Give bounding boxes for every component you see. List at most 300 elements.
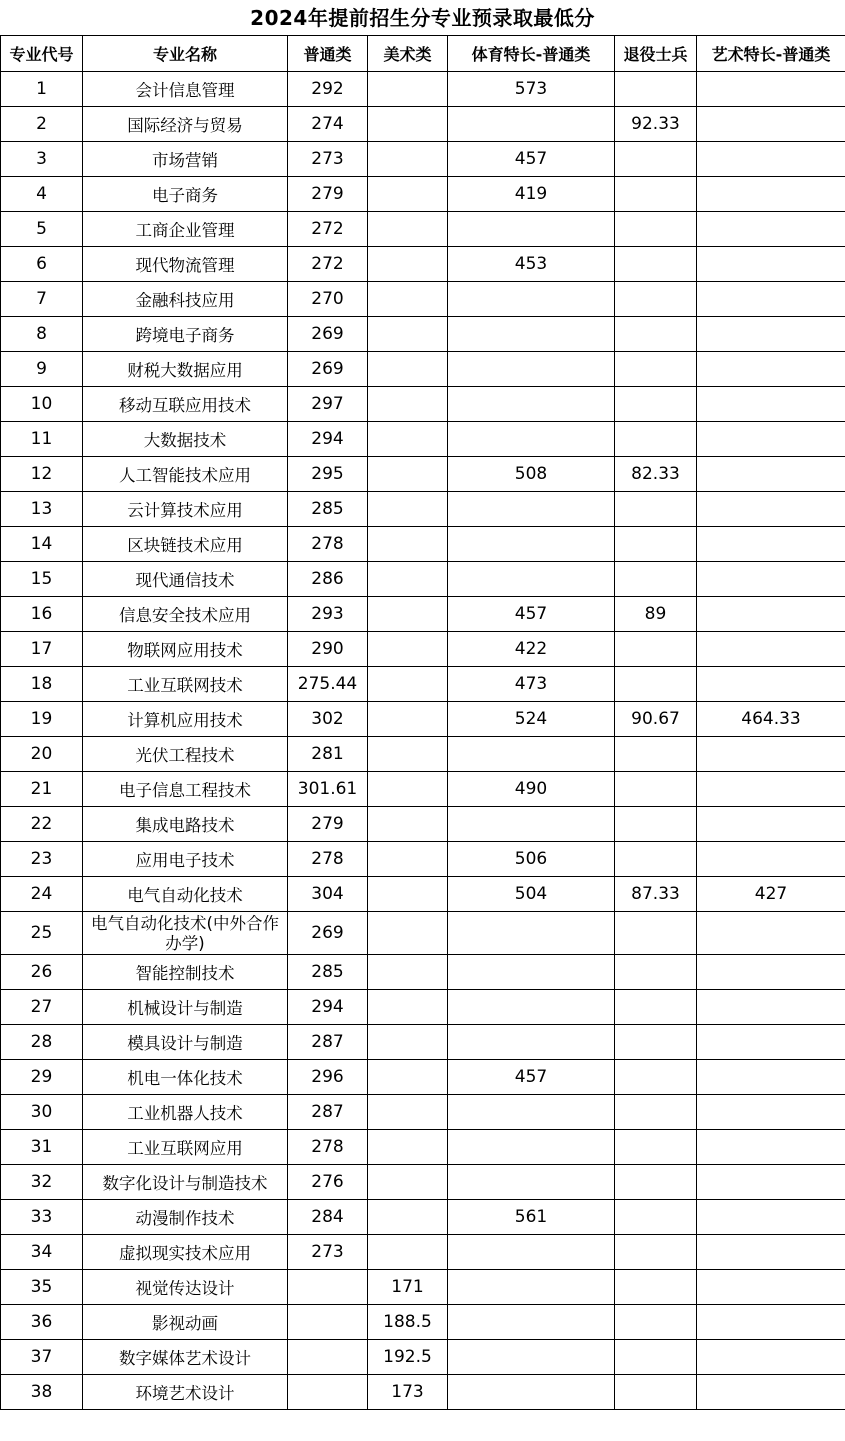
cell-yishu: [697, 386, 845, 421]
cell-code: 32: [1, 1164, 83, 1199]
cell-yishu: [697, 596, 845, 631]
cell-tiyu: [448, 1094, 615, 1129]
header-code: 专业代号: [1, 36, 83, 71]
cell-yishu: [697, 1129, 845, 1164]
cell-tuiyi: [615, 281, 697, 316]
cell-tiyu: [448, 1234, 615, 1269]
cell-meishu: [368, 71, 448, 106]
table-row: [1, 1269, 845, 1304]
cell-tuiyi: [615, 1094, 697, 1129]
cell-meishu: [368, 876, 448, 911]
table-row: [1, 911, 845, 954]
cell-code: 12: [1, 456, 83, 491]
cell-meishu: [368, 246, 448, 281]
table-row: [1, 1129, 845, 1164]
cell-yishu: [697, 1304, 845, 1339]
cell-yishu: [697, 989, 845, 1024]
cell-code: 10: [1, 386, 83, 421]
cell-code: 18: [1, 666, 83, 701]
cell-name: 人工智能技术应用: [83, 456, 288, 491]
cell-meishu: [368, 1199, 448, 1234]
cell-tiyu: 457: [448, 596, 615, 631]
cell-tuiyi: 82.33: [615, 456, 697, 491]
cell-yishu: [697, 176, 845, 211]
cell-yishu: [697, 771, 845, 806]
cell-meishu: [368, 176, 448, 211]
cell-putong: 295: [288, 456, 368, 491]
cell-code: 36: [1, 1304, 83, 1339]
cell-yishu: [697, 456, 845, 491]
cell-code: 34: [1, 1234, 83, 1269]
cell-putong: 286: [288, 561, 368, 596]
cell-tiyu: [448, 106, 615, 141]
cell-yishu: [697, 246, 845, 281]
cell-tiyu: 457: [448, 1059, 615, 1094]
cell-name: 工业互联网应用: [83, 1129, 288, 1164]
cell-tiyu: 419: [448, 176, 615, 211]
cell-code: 28: [1, 1024, 83, 1059]
table-row: [1, 989, 845, 1024]
table-row: [1, 1304, 845, 1339]
cell-meishu: [368, 421, 448, 456]
cell-name: 机电一体化技术: [83, 1059, 288, 1094]
cell-name: 电子商务: [83, 176, 288, 211]
cell-tiyu: [448, 806, 615, 841]
cell-yishu: [697, 351, 845, 386]
cell-code: 14: [1, 526, 83, 561]
cell-putong: [288, 1304, 368, 1339]
cell-putong: 270: [288, 281, 368, 316]
cell-putong: 292: [288, 71, 368, 106]
cell-tuiyi: [615, 989, 697, 1024]
cell-putong: [288, 1339, 368, 1374]
cell-tuiyi: [615, 316, 697, 351]
cell-name: 电气自动化技术(中外合作办学): [83, 911, 288, 954]
cell-putong: 269: [288, 351, 368, 386]
cell-tuiyi: [615, 246, 697, 281]
cell-putong: 301.61: [288, 771, 368, 806]
cell-meishu: [368, 526, 448, 561]
cell-code: 37: [1, 1339, 83, 1374]
table-row: [1, 631, 845, 666]
cell-code: 16: [1, 596, 83, 631]
cell-meishu: [368, 1129, 448, 1164]
cell-tuiyi: [615, 1129, 697, 1164]
cell-meishu: [368, 736, 448, 771]
cell-tuiyi: [615, 491, 697, 526]
cell-meishu: [368, 771, 448, 806]
cell-meishu: [368, 281, 448, 316]
cell-tiyu: [448, 1164, 615, 1199]
cell-name: 视觉传达设计: [83, 1269, 288, 1304]
cell-tiyu: 473: [448, 666, 615, 701]
cell-meishu: [368, 141, 448, 176]
cell-putong: 272: [288, 211, 368, 246]
table-row: [1, 1339, 845, 1374]
cell-tuiyi: 89: [615, 596, 697, 631]
cell-tuiyi: [615, 1374, 697, 1409]
cell-putong: 284: [288, 1199, 368, 1234]
cell-putong: 304: [288, 876, 368, 911]
cell-tuiyi: [615, 1304, 697, 1339]
table-row: [1, 1164, 845, 1199]
header-yishu: 艺术特长-普通类: [697, 36, 845, 71]
cell-tiyu: [448, 1374, 615, 1409]
cell-putong: 272: [288, 246, 368, 281]
cell-meishu: [368, 1094, 448, 1129]
cell-putong: 279: [288, 176, 368, 211]
cell-code: 21: [1, 771, 83, 806]
cell-putong: 275.44: [288, 666, 368, 701]
cell-code: 19: [1, 701, 83, 736]
cell-name: 现代物流管理: [83, 246, 288, 281]
table-row: [1, 176, 845, 211]
cell-name: 物联网应用技术: [83, 631, 288, 666]
cell-name: 金融科技应用: [83, 281, 288, 316]
cell-tuiyi: 92.33: [615, 106, 697, 141]
cell-name: 工业互联网技术: [83, 666, 288, 701]
cell-code: 20: [1, 736, 83, 771]
cell-yishu: 464.33: [697, 701, 845, 736]
cell-tuiyi: [615, 1059, 697, 1094]
cell-tiyu: [448, 526, 615, 561]
cell-meishu: [368, 456, 448, 491]
cell-putong: 278: [288, 1129, 368, 1164]
cell-code: 5: [1, 211, 83, 246]
cell-tiyu: [448, 561, 615, 596]
cell-yishu: [697, 316, 845, 351]
cell-yishu: [697, 1059, 845, 1094]
cell-putong: 269: [288, 316, 368, 351]
cell-putong: 296: [288, 1059, 368, 1094]
header-row: [1, 36, 845, 71]
cell-code: 33: [1, 1199, 83, 1234]
cell-code: 23: [1, 841, 83, 876]
cell-yishu: [697, 1094, 845, 1129]
cell-name: 国际经济与贸易: [83, 106, 288, 141]
cell-yishu: [697, 421, 845, 456]
cell-tuiyi: [615, 71, 697, 106]
cell-yishu: [697, 491, 845, 526]
cell-putong: 274: [288, 106, 368, 141]
cell-putong: 294: [288, 989, 368, 1024]
cell-putong: 269: [288, 911, 368, 954]
cell-tuiyi: [615, 806, 697, 841]
cell-code: 29: [1, 1059, 83, 1094]
table-row: [1, 246, 845, 281]
cell-meishu: [368, 1059, 448, 1094]
cell-meishu: 192.5: [368, 1339, 448, 1374]
cell-yishu: [697, 806, 845, 841]
cell-putong: 273: [288, 141, 368, 176]
table-row: [1, 211, 845, 246]
cell-tiyu: [448, 954, 615, 989]
cell-yishu: [697, 631, 845, 666]
table-row: [1, 1024, 845, 1059]
cell-name: 集成电路技术: [83, 806, 288, 841]
cell-name: 跨境电子商务: [83, 316, 288, 351]
cell-tuiyi: [615, 954, 697, 989]
table-row: [1, 421, 845, 456]
cell-tuiyi: [615, 421, 697, 456]
cell-meishu: [368, 596, 448, 631]
cell-yishu: [697, 1164, 845, 1199]
cell-meishu: [368, 841, 448, 876]
cell-meishu: [368, 351, 448, 386]
cell-tuiyi: 90.67: [615, 701, 697, 736]
cell-tuiyi: [615, 1269, 697, 1304]
cell-tuiyi: [615, 1024, 697, 1059]
cell-tiyu: 573: [448, 71, 615, 106]
cell-yishu: [697, 954, 845, 989]
cell-meishu: [368, 1024, 448, 1059]
cell-tiyu: [448, 736, 615, 771]
cell-putong: 278: [288, 841, 368, 876]
cell-name: 云计算技术应用: [83, 491, 288, 526]
table-row: [1, 806, 845, 841]
header-putong: 普通类: [288, 36, 368, 71]
table-row: [1, 386, 845, 421]
cell-tiyu: [448, 1024, 615, 1059]
table-row: [1, 71, 845, 106]
cell-tiyu: [448, 491, 615, 526]
cell-yishu: [697, 141, 845, 176]
cell-tuiyi: [615, 141, 697, 176]
cell-code: 25: [1, 911, 83, 954]
cell-meishu: [368, 806, 448, 841]
cell-putong: 279: [288, 806, 368, 841]
cell-tiyu: 457: [448, 141, 615, 176]
cell-tuiyi: [615, 666, 697, 701]
cell-name: 现代通信技术: [83, 561, 288, 596]
cell-code: 9: [1, 351, 83, 386]
cell-tiyu: [448, 211, 615, 246]
cell-tuiyi: [615, 841, 697, 876]
table-row: [1, 954, 845, 989]
cell-code: 17: [1, 631, 83, 666]
cell-tuiyi: 87.33: [615, 876, 697, 911]
cell-tiyu: [448, 1129, 615, 1164]
table-row: [1, 736, 845, 771]
cell-code: 30: [1, 1094, 83, 1129]
cell-name: 影视动画: [83, 1304, 288, 1339]
cell-putong: [288, 1374, 368, 1409]
cell-code: 38: [1, 1374, 83, 1409]
cell-yishu: [697, 1199, 845, 1234]
cell-tuiyi: [615, 1234, 697, 1269]
cell-name: 移动互联应用技术: [83, 386, 288, 421]
cell-tiyu: [448, 911, 615, 954]
cell-tiyu: 506: [448, 841, 615, 876]
cell-name: 信息安全技术应用: [83, 596, 288, 631]
cell-meishu: [368, 701, 448, 736]
cell-name: 计算机应用技术: [83, 701, 288, 736]
cell-tiyu: 561: [448, 1199, 615, 1234]
table-row: [1, 1374, 845, 1409]
table-body: [1, 71, 845, 1409]
cell-tuiyi: [615, 561, 697, 596]
cell-code: 8: [1, 316, 83, 351]
cell-code: 26: [1, 954, 83, 989]
cell-meishu: 173: [368, 1374, 448, 1409]
cell-putong: 290: [288, 631, 368, 666]
cell-name: 会计信息管理: [83, 71, 288, 106]
table-row: [1, 1234, 845, 1269]
cell-putong: 294: [288, 421, 368, 456]
cell-name: 机械设计与制造: [83, 989, 288, 1024]
cell-yishu: [697, 1339, 845, 1374]
cell-name: 数字化设计与制造技术: [83, 1164, 288, 1199]
cell-yishu: [697, 666, 845, 701]
cell-tuiyi: [615, 526, 697, 561]
cell-putong: 276: [288, 1164, 368, 1199]
cell-meishu: [368, 1164, 448, 1199]
cell-meishu: 188.5: [368, 1304, 448, 1339]
table-row: [1, 596, 845, 631]
cell-meishu: [368, 631, 448, 666]
cell-putong: 273: [288, 1234, 368, 1269]
cell-tiyu: 490: [448, 771, 615, 806]
cell-meishu: [368, 1234, 448, 1269]
cell-tuiyi: [615, 631, 697, 666]
cell-yishu: [697, 211, 845, 246]
cell-putong: 278: [288, 526, 368, 561]
header-name: 专业名称: [83, 36, 288, 71]
cell-code: 13: [1, 491, 83, 526]
cell-tiyu: 422: [448, 631, 615, 666]
table-row: [1, 1094, 845, 1129]
cell-code: 1: [1, 71, 83, 106]
cell-putong: 285: [288, 954, 368, 989]
cell-putong: 287: [288, 1024, 368, 1059]
table-row: [1, 666, 845, 701]
cell-tuiyi: [615, 386, 697, 421]
table-row: [1, 841, 845, 876]
cell-tiyu: 504: [448, 876, 615, 911]
cell-name: 工业机器人技术: [83, 1094, 288, 1129]
cell-meishu: [368, 386, 448, 421]
cell-yishu: [697, 526, 845, 561]
cell-code: 24: [1, 876, 83, 911]
cell-tiyu: [448, 351, 615, 386]
score-table: [0, 36, 845, 1410]
cell-code: 31: [1, 1129, 83, 1164]
table-row: [1, 351, 845, 386]
cell-tuiyi: [615, 911, 697, 954]
cell-name: 光伏工程技术: [83, 736, 288, 771]
cell-code: 6: [1, 246, 83, 281]
cell-yishu: [697, 561, 845, 596]
cell-meishu: [368, 911, 448, 954]
cell-name: 财税大数据应用: [83, 351, 288, 386]
cell-yishu: [697, 1269, 845, 1304]
cell-meishu: [368, 561, 448, 596]
cell-name: 模具设计与制造: [83, 1024, 288, 1059]
cell-name: 环境艺术设计: [83, 1374, 288, 1409]
table-row: [1, 1059, 845, 1094]
table-row: [1, 456, 845, 491]
cell-meishu: [368, 989, 448, 1024]
table-row: [1, 526, 845, 561]
cell-tiyu: 453: [448, 246, 615, 281]
cell-tuiyi: [615, 1164, 697, 1199]
cell-putong: 281: [288, 736, 368, 771]
cell-tuiyi: [615, 351, 697, 386]
cell-tuiyi: [615, 1199, 697, 1234]
cell-tiyu: [448, 1304, 615, 1339]
cell-tiyu: 508: [448, 456, 615, 491]
cell-yishu: [697, 281, 845, 316]
cell-tiyu: [448, 1269, 615, 1304]
cell-tiyu: [448, 1339, 615, 1374]
cell-code: 11: [1, 421, 83, 456]
table-row: [1, 701, 845, 736]
cell-meishu: [368, 666, 448, 701]
header-tuiyi: 退役士兵: [615, 36, 697, 71]
cell-putong: 302: [288, 701, 368, 736]
cell-meishu: [368, 211, 448, 246]
page-title: 2024年提前招生分专业预录取最低分: [0, 0, 845, 36]
cell-name: 动漫制作技术: [83, 1199, 288, 1234]
cell-name: 虚拟现实技术应用: [83, 1234, 288, 1269]
cell-code: 27: [1, 989, 83, 1024]
cell-meishu: [368, 491, 448, 526]
cell-name: 市场营销: [83, 141, 288, 176]
cell-meishu: [368, 106, 448, 141]
cell-tuiyi: [615, 771, 697, 806]
table-row: [1, 561, 845, 596]
cell-name: 数字媒体艺术设计: [83, 1339, 288, 1374]
cell-tiyu: [448, 421, 615, 456]
cell-meishu: [368, 954, 448, 989]
cell-name: 大数据技术: [83, 421, 288, 456]
table-row: [1, 491, 845, 526]
header-tiyu: 体育特长-普通类: [448, 36, 615, 71]
cell-yishu: [697, 736, 845, 771]
table-row: [1, 281, 845, 316]
table-row: [1, 1199, 845, 1234]
cell-code: 22: [1, 806, 83, 841]
cell-tiyu: [448, 281, 615, 316]
cell-name: 区块链技术应用: [83, 526, 288, 561]
table-row: [1, 106, 845, 141]
cell-yishu: [697, 911, 845, 954]
cell-name: 电气自动化技术: [83, 876, 288, 911]
cell-tiyu: [448, 386, 615, 421]
cell-putong: [288, 1269, 368, 1304]
cell-name: 智能控制技术: [83, 954, 288, 989]
cell-yishu: [697, 1374, 845, 1409]
cell-code: 2: [1, 106, 83, 141]
cell-yishu: 427: [697, 876, 845, 911]
header-meishu: 美术类: [368, 36, 448, 71]
cell-tiyu: [448, 989, 615, 1024]
cell-name: 电子信息工程技术: [83, 771, 288, 806]
cell-code: 3: [1, 141, 83, 176]
cell-name: 应用电子技术: [83, 841, 288, 876]
cell-yishu: [697, 71, 845, 106]
cell-tuiyi: [615, 176, 697, 211]
cell-tuiyi: [615, 1339, 697, 1374]
cell-code: 35: [1, 1269, 83, 1304]
cell-meishu: [368, 316, 448, 351]
cell-putong: 293: [288, 596, 368, 631]
cell-tiyu: [448, 316, 615, 351]
cell-yishu: [697, 106, 845, 141]
cell-yishu: [697, 1024, 845, 1059]
cell-putong: 285: [288, 491, 368, 526]
cell-code: 4: [1, 176, 83, 211]
